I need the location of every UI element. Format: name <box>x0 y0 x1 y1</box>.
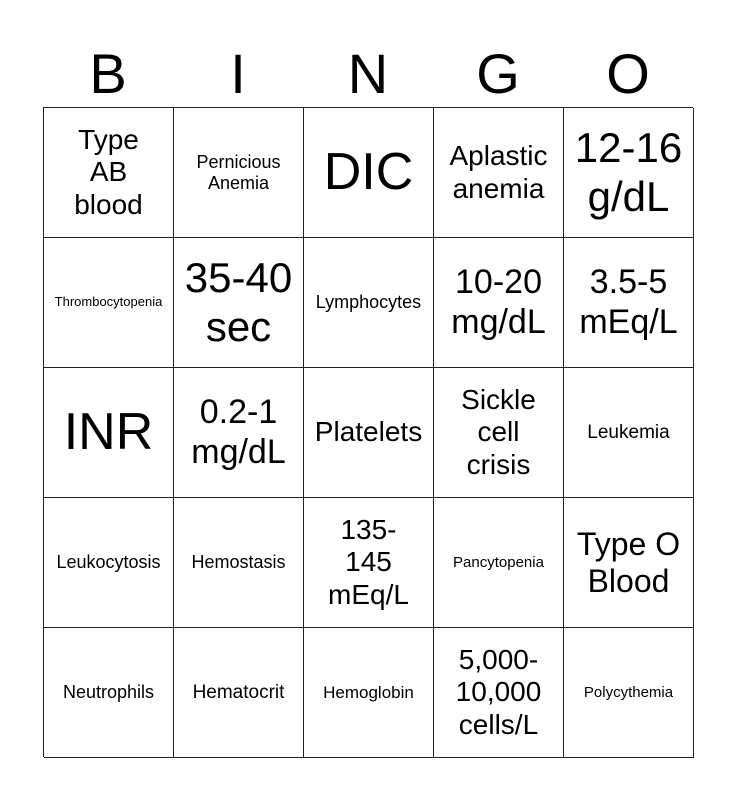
cell-text: Type AB blood <box>74 124 143 220</box>
cell-text: 135- 145 mEq/L <box>328 514 409 610</box>
cell-text: Hematocrit <box>192 681 285 703</box>
bingo-cell[interactable] <box>434 628 564 758</box>
bingo-cell[interactable] <box>304 108 434 238</box>
cell-text: Hemoglobin <box>323 682 414 702</box>
cell-text: 35-40 sec <box>184 254 293 350</box>
cell-text: Type O Blood <box>576 525 681 599</box>
bingo-cell[interactable] <box>44 368 174 498</box>
bingo-cell[interactable] <box>174 628 304 758</box>
header-letter-i: I <box>230 41 246 105</box>
cell-text: Platelets <box>314 416 423 448</box>
cell-text: INR <box>63 402 154 461</box>
bingo-cell[interactable] <box>564 368 694 498</box>
cell-text: Pancytopenia <box>453 553 544 571</box>
cell-text: 3.5-5 mEq/L <box>579 263 678 341</box>
cell-text: Sickle cell crisis <box>461 384 536 480</box>
header-letter-b: B <box>89 41 127 105</box>
cell-text: Neutrophils <box>62 682 155 703</box>
bingo-cell[interactable] <box>564 498 694 628</box>
bingo-header <box>43 40 693 107</box>
bingo-cell[interactable] <box>304 368 434 498</box>
bingo-cell[interactable] <box>434 108 564 238</box>
cell-text: 0.2-1 mg/dL <box>191 393 286 471</box>
cell-text: 10-20 mg/dL <box>451 263 546 341</box>
bingo-cell[interactable] <box>174 498 304 628</box>
bingo-cell[interactable] <box>174 238 304 368</box>
cell-text: Lymphocytes <box>315 292 422 313</box>
cell-text: DIC <box>323 142 414 201</box>
bingo-cell[interactable] <box>44 628 174 758</box>
header-letter-n: N <box>347 41 389 105</box>
cell-text: Leukemia <box>587 421 670 443</box>
bingo-cell[interactable] <box>44 498 174 628</box>
cell-text: Hemostasis <box>191 552 286 573</box>
bingo-cell[interactable] <box>304 628 434 758</box>
bingo-cell[interactable] <box>304 238 434 368</box>
header-letter-o: O <box>606 41 650 105</box>
bingo-card-grid <box>43 107 693 757</box>
cell-text: Polycythemia <box>583 683 674 701</box>
bingo-cell[interactable] <box>304 498 434 628</box>
bingo-cell[interactable] <box>44 108 174 238</box>
bingo-cell[interactable] <box>564 108 694 238</box>
cell-text: Aplastic anemia <box>449 140 548 204</box>
bingo-cell[interactable] <box>44 238 174 368</box>
bingo-cell[interactable] <box>434 238 564 368</box>
bingo-cell[interactable] <box>564 238 694 368</box>
header-letter-g: G <box>476 41 520 105</box>
cell-text: 12-16 g/dL <box>574 124 683 220</box>
bingo-cell[interactable] <box>174 108 304 238</box>
bingo-cell[interactable] <box>174 368 304 498</box>
cell-text: Leukocytosis <box>56 552 161 573</box>
cell-text: Pernicious Anemia <box>196 151 281 193</box>
bingo-cell[interactable] <box>434 498 564 628</box>
bingo-cell[interactable] <box>434 368 564 498</box>
bingo-cell[interactable] <box>564 628 694 758</box>
cell-text: Thrombocytopenia <box>54 294 163 310</box>
cell-text: 5,000- 10,000 cells/L <box>455 644 542 740</box>
